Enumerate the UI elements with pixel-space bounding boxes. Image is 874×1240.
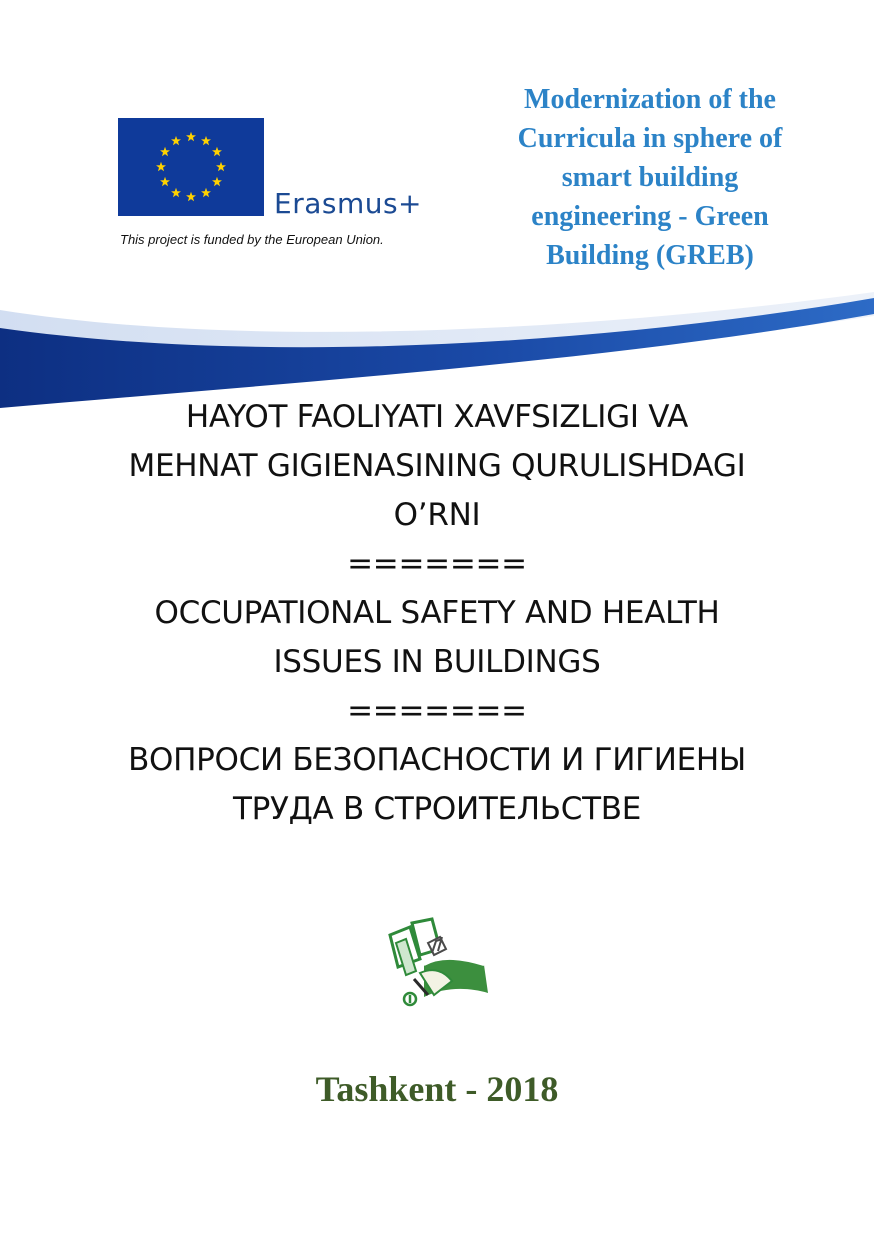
title-separator: ======= [347,693,527,729]
title-line-ru: ТРУДА В СТРОИТЕЛЬСТВЕ [232,791,642,827]
title-line-en: OCCUPATIONAL SAFETY AND HEALTH [154,595,720,631]
title-line-en: ISSUES IN BUILDINGS [273,644,601,680]
project-title-line: engineering - Green [531,201,769,232]
green-book-house-icon [384,915,492,1010]
erasmus-plus-label: Erasmus+ [274,187,423,220]
title-line-uz: MEHNAT GIGIENASINING QURULISHDAGI [128,448,746,484]
title-line-ru: ВОПРОСИ БЕЗОПАСНОСТИ И ГИГИЕНЫ [128,742,746,778]
footer-place-year: Tashkent - 2018 [315,1069,559,1109]
project-title-line: smart building [561,162,739,193]
title-line-uz: O’RNI [393,497,481,533]
project-title-line: Modernization of the [524,84,776,115]
title-separator: ======= [347,546,527,582]
document-title [0,393,874,834]
funding-note: This project is funded by the European Union. [120,232,384,247]
project-title-line: Building (GREB) [546,240,754,271]
project-title [470,80,830,275]
title-line-uz: HAYOT FAOLIYATI XAVFSIZLIGI VA [185,399,689,435]
eu-flag-icon [118,118,264,216]
project-title-line: Curricula in sphere of [517,123,783,154]
